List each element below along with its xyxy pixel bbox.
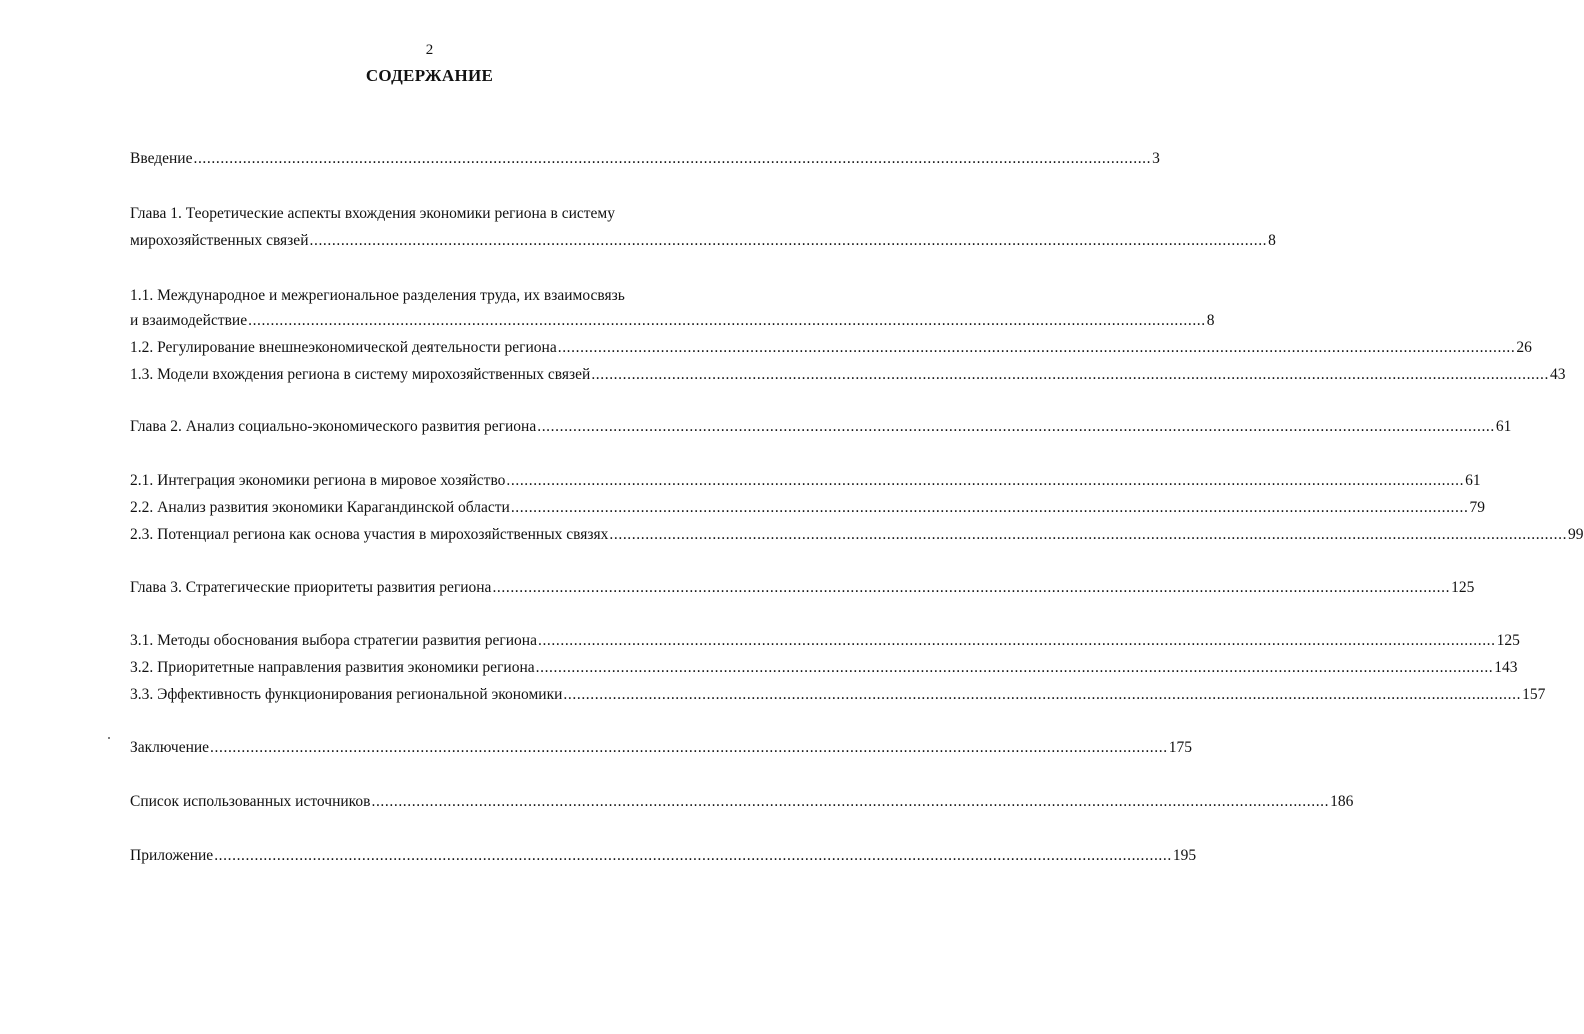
- dot-leader: ......................................................................................................................................................................................................................: [591, 366, 1549, 383]
- toc-page: 175: [1168, 739, 1192, 756]
- toc-label: Список использованных источников: [130, 793, 371, 810]
- toc-entry-chapter-1[interactable]: [130, 230, 1276, 252]
- toc-entry-section-3-1[interactable]: [130, 630, 1520, 652]
- dot-leader: ......................................................................................................................................................................................................................: [193, 150, 1152, 167]
- toc-page: 195: [1172, 847, 1197, 864]
- toc-entry-section-1-2[interactable]: [130, 337, 1532, 359]
- toc-label: и взаимодействие: [130, 312, 248, 329]
- toc-entry-chapter-3[interactable]: [130, 577, 1475, 599]
- dot-leader: ......................................................................................................................................................................................................................: [510, 499, 1469, 516]
- toc-page: 125: [1496, 632, 1520, 649]
- toc-label: 1.2. Регулирование внешнеэкономической деятельности региона: [130, 339, 557, 356]
- dot-leader: ......................................................................................................................................................................................................................: [537, 418, 1495, 435]
- toc-label: Приложение: [130, 847, 214, 864]
- dot-leader: ......................................................................................................................................................................................................................: [214, 847, 1172, 864]
- toc-label: 1.3. Модели вхождения региона в систему мирохозяйственных связей: [130, 366, 591, 383]
- toc-entry-chapter-2[interactable]: [130, 416, 1512, 438]
- toc-entry-section-1-1[interactable]: [130, 310, 1215, 332]
- toc-entry-section-3-3[interactable]: [130, 684, 1546, 706]
- toc-label: 2.1. Интеграция экономики региона в мировое хозяйство: [130, 472, 506, 489]
- toc-label: 3.1. Методы обоснования выбора стратегии развития региона: [130, 632, 537, 649]
- toc-label: Глава 2. Анализ социально-экономического развития региона: [130, 418, 537, 435]
- page-title: СОДЕРЖАНИЕ: [365, 66, 494, 85]
- dot-leader: ......................................................................................................................................................................................................................: [557, 339, 1516, 356]
- toc-label: Введение: [130, 150, 193, 167]
- toc-label: мирохозяйственных связей: [130, 232, 309, 249]
- toc-page: 8: [1206, 312, 1215, 329]
- toc-chapter-1-title-line: Глава 1. Теоретические аспекты вхождения экономики региона в систему: [130, 205, 615, 222]
- toc-page: 99: [1568, 526, 1584, 543]
- toc-page: 125: [1451, 579, 1475, 596]
- dot-leader: ......................................................................................................................................................................................................................: [248, 312, 1206, 329]
- toc-page: 143: [1494, 659, 1518, 676]
- toc-page: 157: [1522, 686, 1546, 703]
- toc-label: 3.2. Приоритетные направления развития экономики региона: [130, 659, 535, 676]
- toc-page: 79: [1469, 499, 1485, 516]
- toc-entry-conclusion[interactable]: [130, 737, 1192, 759]
- page-number: 2: [425, 42, 434, 58]
- dot-leader: ......................................................................................................................................................................................................................: [492, 579, 1451, 596]
- toc-section-1-1-title-line: 1.1. Международное и межрегиональное разделения труда, их взаимосвязь: [130, 287, 625, 304]
- toc-label: 3.3. Эффективность функционирования региональной экономики: [130, 686, 563, 703]
- toc-entry-introduction[interactable]: [130, 148, 1160, 170]
- toc-label: Глава 3. Стратегические приоритеты развития региона: [130, 579, 492, 596]
- toc-entry-section-2-3[interactable]: [130, 524, 1584, 546]
- dot-leader: ......................................................................................................................................................................................................................: [506, 472, 1465, 489]
- toc-page: 3: [1152, 150, 1160, 167]
- scan-speck: [108, 737, 110, 739]
- toc-page: 186: [1330, 793, 1354, 810]
- toc-label: 2.2. Анализ развития экономики Карагандинской области: [130, 499, 510, 516]
- dot-leader: ......................................................................................................................................................................................................................: [609, 526, 1568, 543]
- toc-label: Заключение: [130, 739, 210, 756]
- dot-leader: ......................................................................................................................................................................................................................: [309, 232, 1268, 249]
- toc-page: 61: [1465, 472, 1481, 489]
- toc-entry-section-3-2[interactable]: [130, 657, 1518, 679]
- toc-page: 8: [1268, 232, 1276, 249]
- dot-leader: ......................................................................................................................................................................................................................: [563, 686, 1522, 703]
- toc-label: 2.3. Потенциал региона как основа участия в мирохозяйственных связях: [130, 526, 609, 543]
- toc-page: 43: [1549, 366, 1566, 383]
- toc-entry-appendix[interactable]: [130, 845, 1197, 867]
- dot-leader: ......................................................................................................................................................................................................................: [371, 793, 1330, 810]
- dot-leader: ......................................................................................................................................................................................................................: [210, 739, 1168, 756]
- toc-entry-section-2-2[interactable]: [130, 497, 1485, 519]
- dot-leader: ......................................................................................................................................................................................................................: [535, 659, 1494, 676]
- dot-leader: ......................................................................................................................................................................................................................: [537, 632, 1496, 649]
- toc-entry-section-1-3[interactable]: [130, 364, 1566, 386]
- toc-entry-sources[interactable]: [130, 791, 1354, 813]
- toc-page: 26: [1516, 339, 1532, 356]
- toc-entry-section-2-1[interactable]: [130, 470, 1481, 492]
- toc-page: 61: [1495, 418, 1512, 435]
